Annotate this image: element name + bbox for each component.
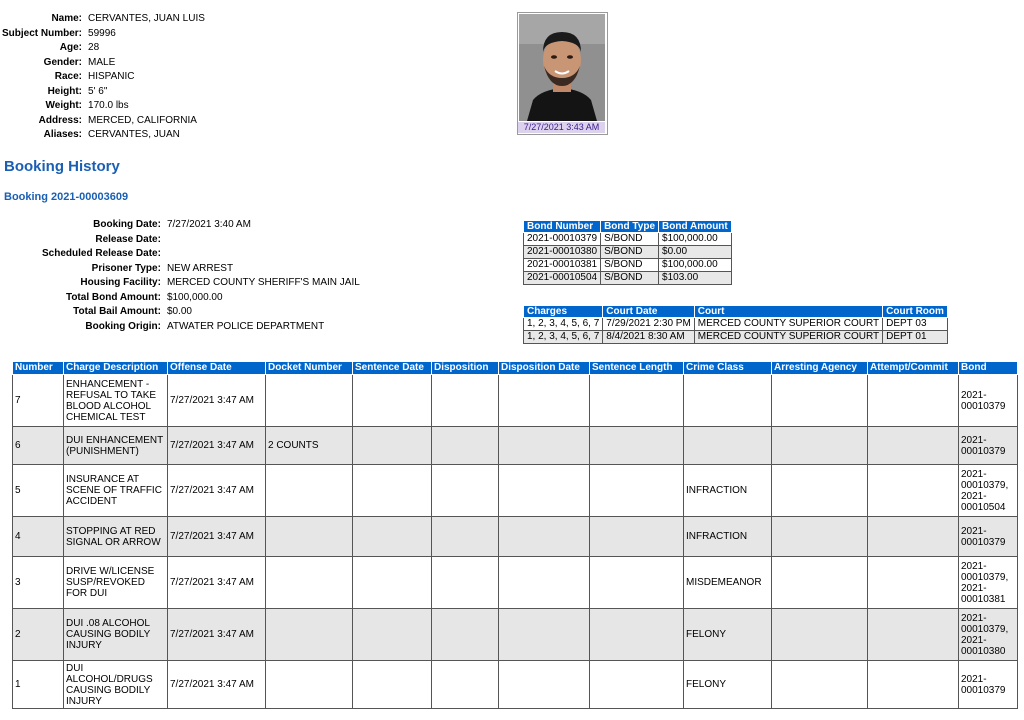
charge-cell	[266, 375, 353, 427]
court-date-row	[524, 318, 948, 331]
charge-cell	[772, 465, 868, 517]
charge-header: Disposition	[432, 362, 499, 375]
charge-cell	[590, 375, 684, 427]
booking-field-value: 7/27/2021 3:40 AM	[166, 219, 251, 230]
bond-table	[523, 220, 732, 285]
charge-row	[13, 427, 1018, 465]
charge-cell	[772, 557, 868, 609]
charge-cell	[432, 427, 499, 465]
charge-cell: 7	[13, 375, 64, 427]
bond-cell: 2021-00010380	[524, 246, 601, 259]
subject-field-label: Race:	[54, 71, 83, 82]
charge-cell: 5	[13, 465, 64, 517]
charge-cell	[868, 465, 959, 517]
bond-cell: S/BOND	[601, 272, 659, 285]
charge-cell	[772, 609, 868, 661]
subject-info	[0, 12, 207, 143]
booking-field-value: ATWATER POLICE DEPARTMENT	[166, 320, 325, 332]
charge-cell: STOPPING AT RED SIGNAL OR ARROW	[64, 517, 168, 557]
charge-header: Crime Class	[684, 362, 772, 375]
charge-cell	[868, 517, 959, 557]
charge-header: Bond	[959, 362, 1018, 375]
charge-cell: MISDEMEANOR	[684, 557, 772, 609]
bond-header: Bond Number	[524, 221, 601, 233]
charge-cell: 2	[13, 609, 64, 661]
charge-cell: 6	[13, 427, 64, 465]
booking-field-value	[163, 233, 362, 248]
subject-field-row	[0, 27, 207, 42]
charge-cell	[868, 557, 959, 609]
charge-header: Disposition Date	[499, 362, 590, 375]
charge-cell: 2021-00010379	[959, 427, 1018, 465]
person-silhouette-icon	[519, 14, 605, 121]
charge-header: Offense Date	[168, 362, 266, 375]
charge-row	[13, 465, 1018, 517]
charge-cell: INSURANCE AT SCENE OF TRAFFIC ACCIDENT	[64, 465, 168, 517]
subject-field-value: 170.0 lbs	[88, 100, 129, 111]
charge-cell: 2021-00010379	[959, 375, 1018, 427]
court-date-header: Court Date	[603, 306, 695, 318]
booking-field-label: Total Bail Amount:	[73, 306, 161, 317]
booking-field-value	[163, 247, 362, 262]
charge-cell	[684, 427, 772, 465]
booking-title: Booking 2021-00003609	[4, 191, 129, 203]
subject-field-value: 28	[88, 42, 100, 53]
bond-row	[524, 246, 732, 259]
charge-header: Number	[13, 362, 64, 375]
charge-row	[13, 557, 1018, 609]
charge-cell: 2 COUNTS	[266, 427, 353, 465]
subject-field-value: MALE	[88, 56, 116, 68]
charge-cell: 7/27/2021 3:47 AM	[168, 465, 266, 517]
charge-cell	[432, 661, 499, 709]
charge-cell: 3	[13, 557, 64, 609]
charge-cell	[499, 517, 590, 557]
booking-field-value: $0.00	[166, 306, 192, 317]
court-date-header: Court	[694, 306, 882, 318]
charge-cell	[590, 557, 684, 609]
charge-header: Docket Number	[266, 362, 353, 375]
charges-table	[12, 361, 1018, 709]
bond-header: Bond Amount	[659, 221, 732, 233]
charge-cell	[590, 661, 684, 709]
subject-field-label: Name:	[51, 13, 83, 24]
charge-cell: 7/27/2021 3:47 AM	[168, 427, 266, 465]
charge-cell: 4	[13, 517, 64, 557]
charge-cell	[499, 465, 590, 517]
subject-field-value: 59996	[88, 27, 116, 39]
charge-cell	[499, 609, 590, 661]
booking-field-label: Booking Date:	[93, 219, 161, 230]
charge-cell: 2021-00010379, 2021-00010380	[959, 609, 1018, 661]
booking-field-row	[40, 233, 362, 248]
charge-cell	[353, 427, 432, 465]
charge-cell	[353, 465, 432, 517]
charge-cell: 1	[13, 661, 64, 709]
charge-cell: FELONY	[684, 609, 772, 661]
booking-field-value: $100,000.00	[166, 291, 223, 303]
subject-field-label: Aliases:	[43, 129, 83, 140]
charge-row	[13, 661, 1018, 709]
subject-field-label: Height:	[47, 85, 83, 97]
subject-field-label: Gender:	[43, 56, 83, 68]
charge-cell: 2021-00010379	[959, 661, 1018, 709]
booking-field-row	[40, 305, 362, 320]
charge-cell: 7/27/2021 3:47 AM	[168, 609, 266, 661]
charge-cell: FELONY	[684, 661, 772, 709]
bond-cell: $0.00	[659, 246, 732, 259]
charge-row	[13, 517, 1018, 557]
court-date-header: Charges	[524, 306, 603, 318]
booking-field-row	[40, 276, 362, 291]
mugshot-photo	[517, 12, 608, 135]
charge-cell	[353, 609, 432, 661]
bond-row	[524, 259, 732, 272]
bond-cell: S/BOND	[601, 246, 659, 259]
charge-cell	[266, 465, 353, 517]
charge-cell	[590, 427, 684, 465]
court-date-cell: MERCED COUNTY SUPERIOR COURT	[694, 331, 882, 344]
booking-info	[40, 218, 362, 334]
subject-field-row	[0, 12, 207, 27]
subject-field-value: CERVANTES, JUAN	[88, 129, 180, 140]
booking-field-label: Housing Facility:	[80, 277, 161, 288]
court-date-cell: DEPT 03	[883, 318, 948, 331]
charge-header: Sentence Length	[590, 362, 684, 375]
bond-cell: S/BOND	[601, 233, 659, 246]
booking-field-row	[40, 218, 362, 233]
bond-cell: $100,000.00	[659, 233, 732, 246]
charge-cell	[868, 609, 959, 661]
subject-field-row	[0, 128, 207, 143]
booking-field-label: Prisoner Type:	[91, 262, 161, 274]
booking-field-row	[40, 291, 362, 306]
charge-cell	[266, 609, 353, 661]
charge-cell	[684, 375, 772, 427]
court-date-cell: 1, 2, 3, 4, 5, 6, 7	[524, 331, 603, 344]
subject-field-label: Subject Number:	[2, 27, 83, 39]
charge-cell	[499, 661, 590, 709]
court-date-cell: 7/29/2021 2:30 PM	[603, 318, 695, 331]
charge-cell: DUI ALCOHOL/DRUGS CAUSING BODILY INJURY	[64, 661, 168, 709]
booking-field-label: Scheduled Release Date:	[42, 248, 161, 259]
charge-cell	[353, 517, 432, 557]
charge-cell	[772, 517, 868, 557]
subject-field-label: Age:	[59, 42, 83, 53]
court-date-cell: 8/4/2021 8:30 AM	[603, 331, 695, 344]
charge-header: Attempt/Commit	[868, 362, 959, 375]
charge-cell: DRIVE W/LICENSE SUSP/REVOKED FOR DUI	[64, 557, 168, 609]
charge-cell	[590, 517, 684, 557]
charge-header: Charge Description	[64, 362, 168, 375]
bond-cell: S/BOND	[601, 259, 659, 272]
subject-field-row	[0, 85, 207, 100]
charge-cell	[499, 375, 590, 427]
subject-field-value: 5' 6"	[88, 85, 108, 97]
charge-cell: INFRACTION	[684, 517, 772, 557]
bond-header: Bond Type	[601, 221, 659, 233]
charge-header: Arresting Agency	[772, 362, 868, 375]
subject-field-row	[0, 70, 207, 85]
charge-cell: 7/27/2021 3:47 AM	[168, 661, 266, 709]
bond-cell: 2021-00010379	[524, 233, 601, 246]
subject-field-row	[0, 41, 207, 56]
charge-cell: 7/27/2021 3:47 AM	[168, 557, 266, 609]
booking-field-value: NEW ARREST	[166, 262, 234, 274]
charge-row	[13, 609, 1018, 661]
charge-cell: DUI .08 ALCOHOL CAUSING BODILY INJURY	[64, 609, 168, 661]
charge-header: Sentence Date	[353, 362, 432, 375]
court-date-row	[524, 331, 948, 344]
bond-cell: $100,000.00	[659, 259, 732, 272]
booking-field-row	[40, 247, 362, 262]
bond-cell: 2021-00010504	[524, 272, 601, 285]
charge-cell: 2021-00010379	[959, 517, 1018, 557]
booking-field-label: Booking Origin:	[85, 320, 161, 332]
charge-cell	[353, 375, 432, 427]
charge-cell: ENHANCEMENT - REFUSAL TO TAKE BLOOD ALCOHOL CHEMICAL TEST	[64, 375, 168, 427]
subject-field-label: Weight:	[45, 100, 83, 111]
charge-cell	[499, 557, 590, 609]
court-date-header: Court Room	[883, 306, 948, 318]
subject-field-value: MERCED, CALIFORNIA	[88, 114, 197, 126]
bond-cell: $103.00	[659, 272, 732, 285]
subject-info-table	[0, 12, 207, 143]
booking-field-value: MERCED COUNTY SHERIFF'S MAIN JAIL	[166, 277, 360, 288]
charge-cell	[266, 517, 353, 557]
bond-row	[524, 233, 732, 246]
charge-cell	[432, 517, 499, 557]
booking-field-row	[40, 320, 362, 335]
charge-cell: 2021-00010379, 2021-00010381	[959, 557, 1018, 609]
charge-cell	[499, 427, 590, 465]
charge-cell	[590, 465, 684, 517]
charge-cell: 7/27/2021 3:47 AM	[168, 375, 266, 427]
charge-cell	[432, 375, 499, 427]
charge-cell: 7/27/2021 3:47 AM	[168, 517, 266, 557]
booking-history-title: Booking History	[4, 158, 120, 175]
booking-field-label: Release Date:	[95, 233, 161, 245]
charge-cell	[353, 557, 432, 609]
subject-field-label: Address:	[38, 114, 83, 126]
charge-cell	[868, 427, 959, 465]
charge-cell	[353, 661, 432, 709]
charge-cell	[266, 661, 353, 709]
booking-field-row	[40, 262, 362, 277]
court-date-cell: DEPT 01	[883, 331, 948, 344]
charge-cell: DUI ENHANCEMENT (PUNISHMENT)	[64, 427, 168, 465]
charge-row	[13, 375, 1018, 427]
charge-cell	[432, 609, 499, 661]
charge-cell	[432, 557, 499, 609]
booking-field-label: Total Bond Amount:	[65, 291, 161, 303]
charge-cell: 2021-00010379, 2021-00010504	[959, 465, 1018, 517]
subject-field-row	[0, 114, 207, 129]
charge-cell	[266, 557, 353, 609]
subject-field-row	[0, 56, 207, 71]
court-date-table	[523, 305, 948, 344]
charge-cell: INFRACTION	[684, 465, 772, 517]
court-date-cell: MERCED COUNTY SUPERIOR COURT	[694, 318, 882, 331]
bond-row	[524, 272, 732, 285]
charge-cell	[772, 427, 868, 465]
photo-timestamp: 7/27/2021 3:43 AM	[518, 122, 605, 133]
booking-info-table	[40, 218, 362, 334]
mugshot-image	[519, 14, 605, 121]
subject-field-value: HISPANIC	[88, 71, 135, 82]
court-date-cell: 1, 2, 3, 4, 5, 6, 7	[524, 318, 603, 331]
charge-cell	[432, 465, 499, 517]
subject-field-value: CERVANTES, JUAN LUIS	[88, 13, 205, 24]
charge-cell	[590, 609, 684, 661]
charge-cell	[772, 661, 868, 709]
bond-cell: 2021-00010381	[524, 259, 601, 272]
charge-cell	[868, 375, 959, 427]
charge-cell	[868, 661, 959, 709]
charge-cell	[772, 375, 868, 427]
subject-field-row	[0, 99, 207, 114]
